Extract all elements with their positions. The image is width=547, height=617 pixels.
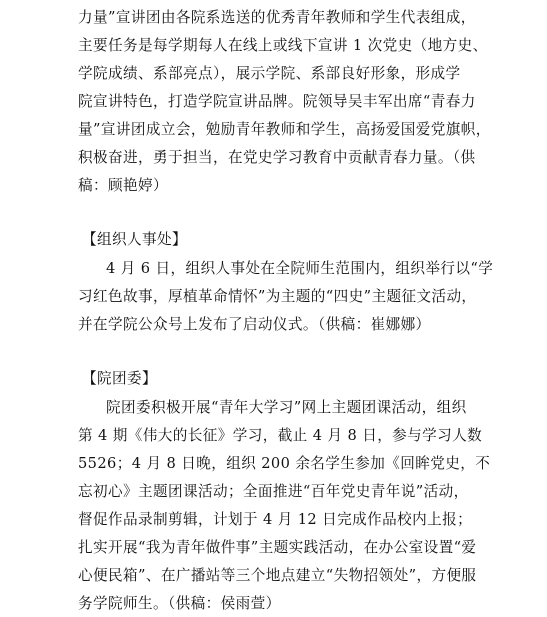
intro-line-1: 力量”宣讲团由各院系选送的优秀青年教师和学生代表组成， <box>78 9 476 26</box>
section-heading-org: 【组织人事处】 <box>82 231 187 248</box>
league-line-1: 院团委积极开展“青年大学习”网上主题团课活动，组织 <box>106 399 467 416</box>
league-line-6: 扎实开展“我为青年做件事”主题实践活动，在办公室设置“爱 <box>78 539 477 556</box>
intro-line-3: 学院成绩、系部亮点），展示学院、系部良好形象，形成学 <box>78 65 461 82</box>
league-line-7: 心便民箱”、在广播站等三个地点建立“失物招领处”，方便服 <box>78 567 477 584</box>
league-line-4: 忘初心》主题团课活动；全面推进“百年党史青年说”活动， <box>78 483 469 500</box>
section-heading-league: 【院团委】 <box>82 370 157 387</box>
org-line-2: 习红色故事，厚植革命情怀”为主题的“四史”主题征文活动， <box>78 288 477 305</box>
org-line-1: 4 月 6 日，组织人事处在全院师生范围内，组织举行以“学 <box>106 260 494 277</box>
league-line-5: 督促作品录制剪辑，计划于 4 月 12 日完成作品校内上报； <box>78 511 473 528</box>
intro-line-4: 院宣讲特色，打造学院宣讲品牌。院领导吴丰军出席“青春力 <box>78 93 476 110</box>
intro-line-6: 积极奋进，勇于担当，在党史学习教育中贡献青春力量。（供 <box>78 149 476 166</box>
intro-line-5: 量”宣讲团成立会，勉励青年教师和学生，高扬爱国爱党旗帜， <box>78 121 491 138</box>
intro-line-2: 主要任务是每学期每人在线上或线下宣讲 1 次党史（地方史、 <box>78 37 488 54</box>
intro-line-7: 稿：顾艳婷） <box>78 177 168 194</box>
org-line-3: 并在学院公众号上发布了启动仪式。（供稿：崔娜娜） <box>78 316 431 333</box>
league-line-2: 第 4 期《伟大的长征》学习，截止 4 月 8 日，参与学习人数 <box>78 427 483 444</box>
league-line-3: 5526；4 月 8 日晚，组织 200 余名学生参加《回眸党史，不 <box>78 455 491 472</box>
league-line-8: 务学院师生。（供稿：侯雨萱） <box>78 595 281 612</box>
